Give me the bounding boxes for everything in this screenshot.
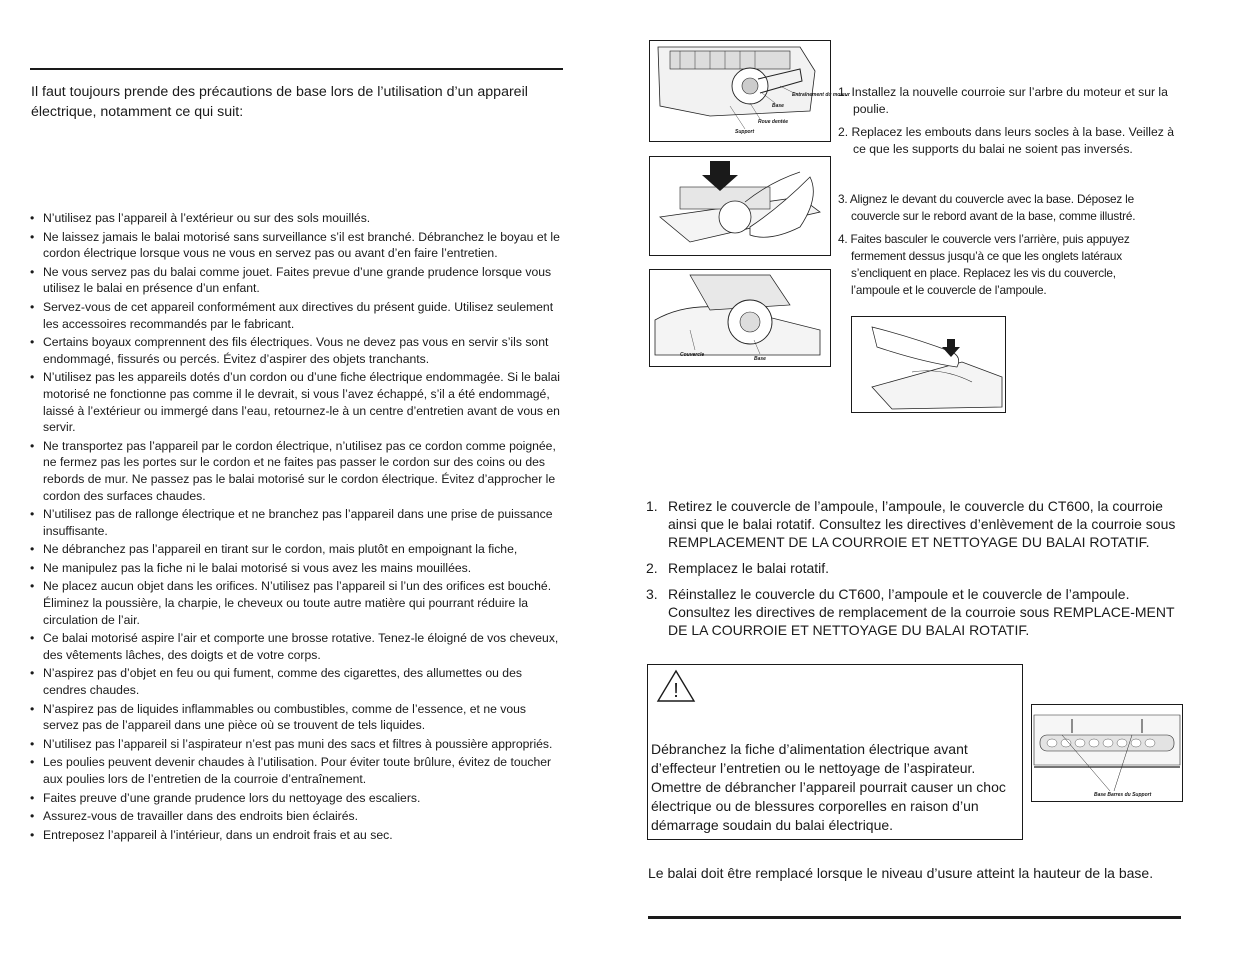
label-roue-dentee: Roue dentée [758, 119, 789, 125]
brush-wear-illustration [1032, 705, 1182, 801]
belt-install-illustration [650, 41, 850, 141]
belt-step: 3. Alignez le devant du couvercle avec la base. Déposez le couvercle sur le rebord avant de la base, comme illustré. [838, 192, 1136, 223]
safety-list [30, 210, 565, 845]
belt-steps-3-4 [838, 191, 1158, 305]
figure-cover-base [649, 269, 831, 367]
safety-item: • Ne laissez jamais le balai motorisé sans surveillance s’il est branché. Débranchez le boyau et le cordon électrique lorsque vous ne vous en servez pas ou avant d’en faire l’entretien. [30, 229, 565, 262]
safety-item: • N’utilisez pas les appareils dotés d’un cordon ou d’une fiche électrique endommagée. Si le balai motorisé ne fonctionne pas comme il le devrait, si vous l’avez échappé, s’il a été endommagé, laissé à l’extérieur ou immergé dans l’eau, retournez-le à un centre d’entretien avant de vous en servir. [30, 369, 565, 435]
safety-item: • Entreposez l’appareil à l’intérieur, dans un endroit frais et au sec. [30, 827, 565, 844]
safety-item: • Ne débranchez pas l’appareil en tirant sur le cordon, mais plutôt en empoignant la fiche, [30, 541, 565, 558]
safety-item: • N’utilisez pas l’appareil à l’extérieur ou sur des sols mouillés. [30, 210, 565, 227]
safety-item: • Ne manipulez pas la fiche ni le balai motorisé si vous avez les mains mouillées. [30, 560, 565, 577]
figure-brush-wear [1031, 704, 1183, 802]
brush-step [646, 559, 1181, 577]
figure-cover-align [649, 156, 831, 256]
belt-steps-1-2 [838, 84, 1183, 164]
right-bottom-rule [648, 916, 1181, 919]
belt-step: 1. Installez la nouvelle courroie sur l’arbre du moteur et sur la poulie. [838, 85, 1168, 116]
belt-step: 2. Replacez les embouts dans leurs socles à la base. Veillez à ce que les supports du balai ne soient pas inversés. [838, 125, 1175, 156]
warning-box [647, 664, 1023, 840]
warning-text: Débranchez la fiche d’alimentation électrique avant d’effecteur l’entretien ou le nettoyage de l’aspirateur. Omettre de débrancher l’appareil pourrait causer un choc électrique ou de blessures corporelles en raison d’un démarrage soudain du balai électrique. [651, 741, 1006, 833]
label-couvercle: Couvercle [680, 352, 705, 358]
label-support: Support [735, 129, 755, 135]
safety-item: • N’aspirez pas de liquides inflammables ou combustibles, comme de l’essence, et ne vous servez pas de l’appareil dans une pièce où se trouvent de tels liquides. [30, 701, 565, 734]
left-top-rule [30, 68, 563, 70]
step-number: 1. [646, 498, 658, 514]
cover-align-illustration [650, 157, 830, 255]
safety-item: • N’utilisez pas l’appareil si l’aspirateur n’est pas muni des sacs et filtres à poussière appropriés. [30, 736, 565, 753]
safety-item: • Certains boyaux comprennent des fils électriques. Vous ne devez pas vous en servir s’ils sont endommagé, fissurés ou percés. Évitez d’aspirer des objets tranchants. [30, 334, 565, 367]
warning-triangle-icon [656, 669, 696, 703]
warning-symbol: ! [673, 680, 679, 702]
label-base-barres: Base Barres du Support [1094, 792, 1152, 798]
safety-item: • Faites preuve d’une grande prudence lors du nettoyage des escaliers. [30, 790, 565, 807]
step-number: 2. [646, 560, 658, 576]
step-text: Retirez le couvercle de l’ampoule, l’ampoule, le couvercle du CT600, la courroie ainsi que le balai rotatif. Consultez les directives d’enlèvement de la courroie sous REMPLACEMENT DE LA COURROIE ET NETTOYAGE DU BALAI ROTATIF. [668, 498, 1176, 550]
safety-item: • Les poulies peuvent devenir chaudes à l’utilisation. Pour éviter toute brûlure, évitez de toucher aux poulies lors de l’entretien de la courroie d’entraînement. [30, 754, 565, 787]
belt-step: 4. Faites basculer le couvercle vers l’arrière, puis appuyez fermement dessus jusqu’à ce que les onglets latéraux s’encliquent en place. Replacez les vis du couvercle, l’ampoule et le couvercle de l’ampoule. [838, 232, 1130, 297]
step-number: 3. [646, 586, 658, 602]
step-text: Réinstallez le couvercle du CT600, l’ampoule et le couvercle de l’ampoule. Consultez les directives de remplacement de la courroie sous REMPLACE-MENT DE LA COURROIE ET NETTOYAGE DU BALAI ROTATIF. [668, 586, 1175, 638]
safety-item: • Ce balai motorisé aspire l’air et comporte une brosse rotative. Tenez-le éloigné de vos cheveux, des vêtements lâches, des doigts et de votre corps. [30, 630, 565, 663]
brush-step [646, 585, 1181, 639]
figure-cover-press [851, 316, 1006, 413]
brush-replace-steps [646, 497, 1181, 647]
cover-base-illustration [650, 270, 830, 366]
brush-wear-note: Le balai doit être remplacé lorsque le niveau d’usure atteint la hauteur de la base. [648, 865, 1154, 881]
safety-intro: Il faut toujours prende des précautions de base lors de l’utilisation d’un appareil électrique, notamment ce qui suit: [31, 84, 528, 120]
label-base: Base [772, 103, 784, 109]
label-entrainement: Entraînement du moteur [792, 92, 850, 98]
safety-item: • N’utilisez pas de rallonge électrique et ne branchez pas l’appareil dans une prise de puissance insuffisante. [30, 506, 565, 539]
brush-step [646, 497, 1181, 551]
safety-item: • Servez-vous de cet appareil conformément aux directives du présent guide. Utilisez seulement les accessoires recommandés par le fabricant. [30, 299, 565, 332]
safety-item: • N’aspirez pas d’objet en feu ou qui fument, comme des cigarettes, des allumettes ou des cendres chaudes. [30, 665, 565, 698]
step-text: Remplacez le balai rotatif. [668, 560, 830, 576]
safety-item: • Ne transportez pas l’appareil par le cordon électrique, n’utilisez pas ce cordon comme poignée, ne fermez pas les portes sur le cordon et ne faites pas passer le cordon sur des coins ou des rebords de mur. Ne passez pas le balai motorisé sur le cordon électrique. Évitez d’approcher le cordon des surfaces chaudes. [30, 438, 565, 504]
cover-press-illustration [852, 317, 1005, 412]
safety-item: • Ne placez aucun objet dans les orifices. N’utilisez pas l’appareil si l’un des orifices est bouché. Éliminez la poussière, la charpie, le cheveux ou toute autre matière qui pourrant réduire la circulation de l’air. [30, 578, 565, 628]
safety-item: • Ne vous servez pas du balai comme jouet. Faites prevue d’une grande prudence lorsque vous utilisez le balai en présence d’un enfant. [30, 264, 565, 297]
figure-belt-install [649, 40, 850, 142]
label-base: Base [754, 356, 766, 362]
safety-item: • Assurez-vous de travailler dans des endroits bien éclairés. [30, 808, 565, 825]
